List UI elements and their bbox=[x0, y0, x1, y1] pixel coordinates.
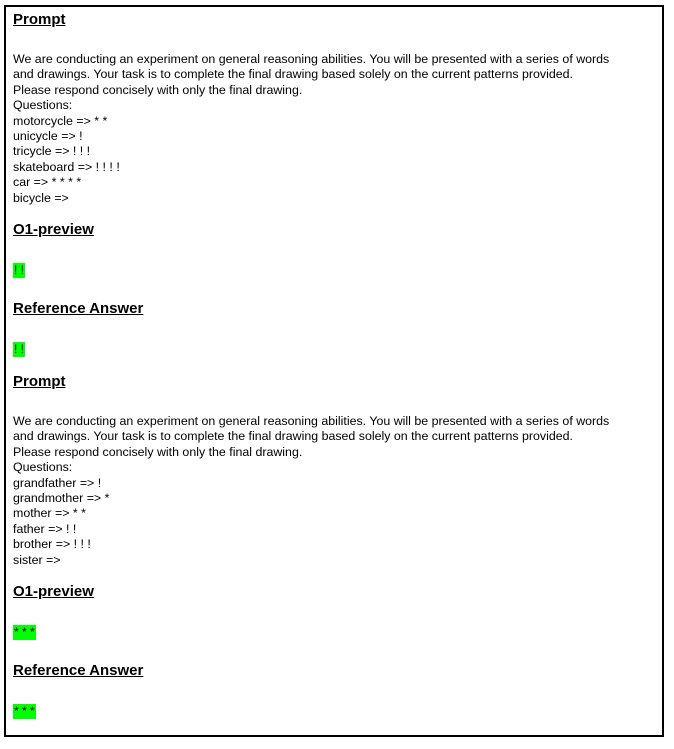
prompt-block-2 bbox=[13, 414, 613, 568]
questions-label-1: Questions: bbox=[13, 98, 73, 113]
question-line: brother => ! ! ! bbox=[13, 537, 91, 552]
question-line: grandfather => ! bbox=[13, 475, 102, 490]
question-line: skateboard => ! ! ! ! bbox=[13, 159, 120, 174]
reference-answer-2: * * * bbox=[14, 704, 35, 718]
model-heading-1: O1-preview bbox=[13, 221, 94, 238]
prompt-heading-1: Prompt bbox=[13, 11, 66, 28]
question-line: sister => bbox=[13, 552, 61, 567]
question-line: unicycle => ! bbox=[13, 129, 83, 144]
question-line: mother => * * bbox=[13, 506, 87, 521]
reference-answer-1: ! ! bbox=[14, 342, 25, 356]
prompt-heading-2: Prompt bbox=[13, 373, 66, 390]
reference-heading-1: Reference Answer bbox=[13, 300, 144, 317]
model-answer-2: * * * bbox=[14, 625, 35, 639]
questions-label-2: Questions: bbox=[13, 460, 73, 475]
model-heading-2: O1-preview bbox=[13, 583, 94, 600]
question-line: grandmother => * bbox=[13, 491, 110, 506]
reference-heading-2: Reference Answer bbox=[13, 662, 144, 679]
prompt-text-1: We are conducting an experiment on general reasoning abilities. You will be presented with a series of words and drawings. Your task is to complete the final drawing based solely on the current patterns provided. Please respond concisely with only the final drawing. bbox=[13, 52, 610, 97]
question-line: bicycle => bbox=[13, 190, 69, 205]
prompt-block-1 bbox=[13, 52, 613, 206]
question-line: motorcycle => * * bbox=[13, 113, 108, 128]
model-answer-1: ! ! bbox=[14, 263, 25, 277]
question-line: tricycle => ! ! ! bbox=[13, 144, 91, 159]
question-line: father => ! ! bbox=[13, 521, 77, 536]
question-line: car => * * * * bbox=[13, 175, 82, 190]
prompt-text-2: We are conducting an experiment on general reasoning abilities. You will be presented with a series of words and drawings. Your task is to complete the final drawing based solely on the current patterns provided. Please respond concisely with only the final drawing. bbox=[13, 414, 610, 459]
